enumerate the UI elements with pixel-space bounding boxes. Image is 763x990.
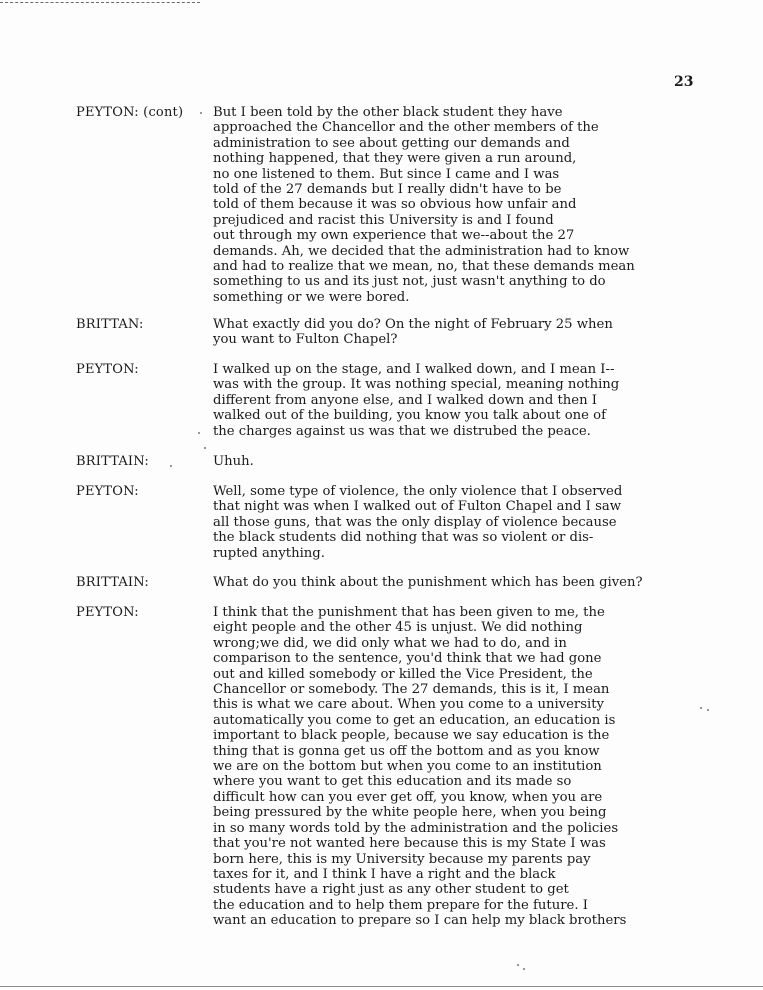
speech-line: born here, this is my University because my parents pay: [213, 851, 591, 867]
speaker-label: BRITTAN:: [76, 317, 144, 332]
speech-line: being pressured by the white people here, when you being: [213, 805, 607, 821]
speech-line: where you want to get this education and its made so: [213, 774, 572, 790]
speech-line: walked out of the building, you know you talk about one of: [213, 408, 606, 424]
speech-line: out through my own experience that we--about the 27: [213, 228, 575, 244]
speaker-label: PEYTON:: [76, 484, 139, 499]
speech-line: demands. Ah, we decided that the administration had to know: [213, 243, 630, 259]
speech-line: something or we were bored.: [213, 289, 410, 305]
speech-line: What do you think about the punishment which has been given?: [213, 575, 643, 590]
speech-line: But I been told by the other black student they have: [213, 105, 563, 120]
speech-line: automatically you come to get an education, an education is: [213, 712, 616, 728]
speech-line: that night was when I walked out of Fulton Chapel and I saw: [213, 499, 621, 515]
speech-line: want an education to prepare so I can help my black brothers: [213, 913, 627, 929]
speech-line: Well, some type of violence, the only violence that I observed: [213, 484, 623, 499]
speech-line: something to us and its just not, just wasn't anything to do: [213, 274, 606, 290]
speech-line: students have a right just as any other student to get: [213, 882, 569, 898]
scan-speck: [523, 968, 525, 970]
speech-text: [213, 484, 693, 561]
page-number: 23: [674, 74, 694, 90]
speech-line: told of them because it was so obvious how unfair and: [213, 197, 577, 213]
scan-speck: [707, 709, 709, 711]
speech-line: we are on the bottom but when you come to an institution: [213, 759, 602, 775]
scan-speck: [170, 465, 172, 467]
speech-line: What exactly did you do? On the night of February 25 when: [213, 317, 613, 332]
speech-line: told of the 27 demands but I really didn't have to be: [213, 182, 562, 198]
speech-line: administration to see about getting our demands and: [213, 135, 570, 151]
speech-line: the education and to help them prepare for the future. I: [213, 897, 588, 913]
speech-line: thing that is gonna get us off the bottom and as you know: [213, 743, 600, 759]
speaker-label: PEYTON:: [76, 605, 139, 620]
speech-line: in so many words told by the administration and the policies: [213, 820, 619, 836]
speech-line: different from anyone else, and I walked down and then I: [213, 392, 597, 408]
speech-text: [213, 454, 693, 469]
speech-line: Uhuh.: [213, 454, 254, 469]
speech-line: was with the group. It was nothing special, meaning nothing: [213, 377, 620, 393]
scan-speck: [200, 112, 202, 114]
speech-line: the black students did nothing that was so violent or dis-: [213, 530, 594, 546]
scan-speck: [517, 964, 519, 966]
speech-line: prejudiced and racist this University is and I found: [213, 212, 554, 228]
speech-line: and had to realize that we mean, no, that these demands mean: [213, 259, 635, 275]
speech-line: I think that the punishment that has been given to me, the: [213, 605, 605, 620]
speech-line: important to black people, because we say education is the: [213, 728, 610, 744]
speech-line: rupted anything.: [213, 545, 325, 561]
speaker-label: BRITTAIN:: [76, 454, 149, 469]
speaker-label: BRITTAIN:: [76, 575, 149, 590]
speech-line: Chancellor or somebody. The 27 demands, this is it, I mean: [213, 682, 610, 698]
scan-speck: [700, 707, 702, 709]
speech-text: [213, 362, 693, 439]
speech-line: taxes for it, and I think I have a right and the black: [213, 866, 556, 882]
speech-line: the charges against us was that we distrubed the peace.: [213, 423, 591, 439]
speech-text: [213, 605, 693, 929]
speaker-label: PEYTON:: [76, 362, 139, 377]
speech-text: [213, 575, 693, 590]
speaker-label: PEYTON: (cont): [76, 105, 184, 120]
speech-line: wrong;we did, we did only what we had to do, and in: [213, 635, 567, 651]
speech-text: [213, 317, 693, 348]
scan-speck: [198, 432, 200, 434]
speech-line: this is what we care about. When you come to a university: [213, 697, 604, 713]
speech-line: I walked up on the stage, and I walked down, and I mean I--: [213, 362, 615, 377]
speech-line: approached the Chancellor and the other members of the: [213, 120, 599, 136]
speech-line: eight people and the other 45 is unjust. We did nothing: [213, 620, 583, 636]
scan-speck: [204, 447, 206, 449]
speech-line: all those guns, that was the only display of violence because: [213, 514, 617, 530]
top-dashed-rule: [0, 2, 200, 3]
speech-line: that you're not wanted here because this is my State I was: [213, 836, 606, 852]
speech-line: you want to Fulton Chapel?: [213, 332, 398, 348]
speech-line: no one listened to them. But since I came and I was: [213, 166, 560, 182]
speech-line: comparison to the sentence, you'd think that we had gone: [213, 651, 602, 667]
speech-line: difficult how can you ever get off, you know, when you are: [213, 789, 603, 805]
bottom-rule: [0, 986, 763, 987]
speech-line: out and killed somebody or killed the Vice President, the: [213, 666, 593, 682]
speech-text: [213, 105, 693, 305]
speech-line: nothing happened, that they were given a run around,: [213, 151, 577, 167]
